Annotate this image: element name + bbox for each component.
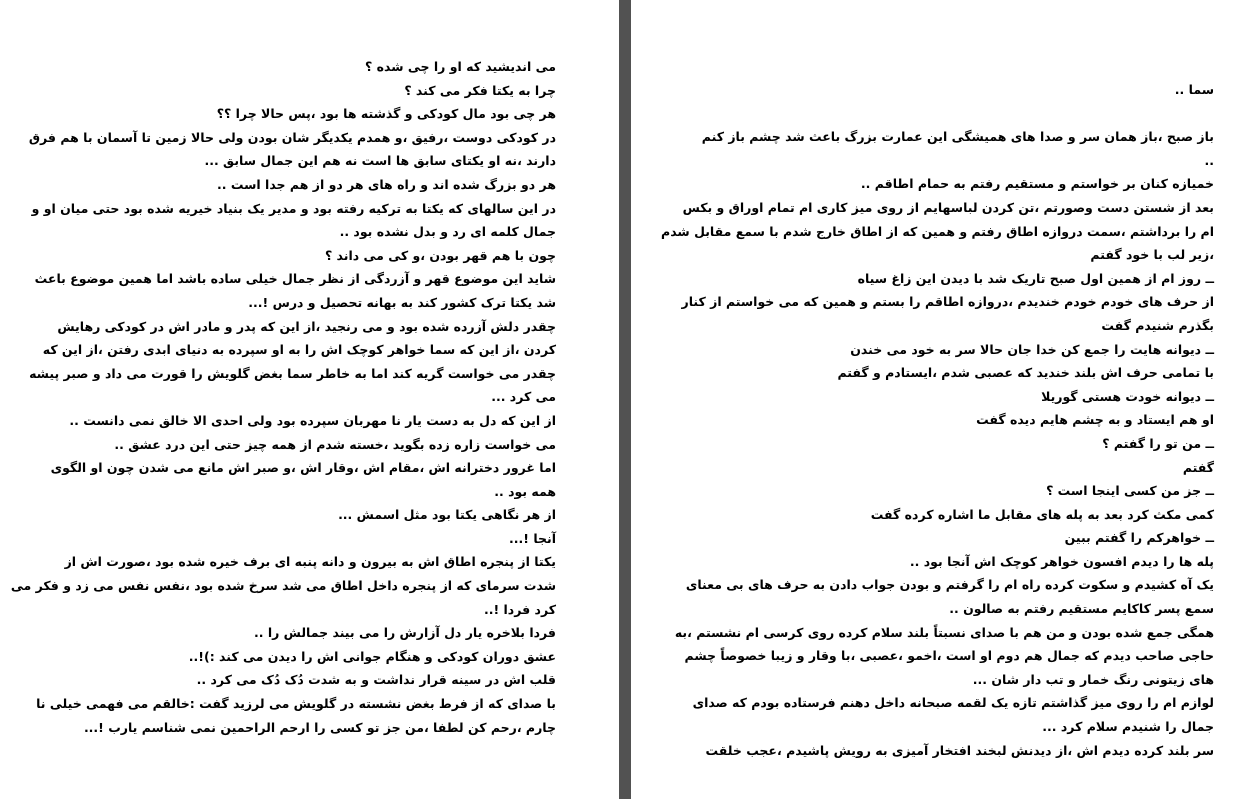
text-line: همه بود ..: [494, 483, 556, 499]
text-line: گفتم: [1182, 459, 1214, 475]
text-line: چرا به یکتا فکر می کند ؟: [404, 82, 556, 98]
text-line: او هم ایستاد و به چشم هایم دیده گفت: [976, 412, 1214, 428]
text-line: یک آه کشیدم و سکوت کرده راه ام را گرفتم و بودن جواب دادن به حرف های بی معنای: [685, 577, 1214, 593]
text-line: لوازم ام را روی میز گذاشتم تازه یک لقمه صبحانه داخل دهنم فرستاده بودم که صدای: [692, 695, 1214, 711]
text-line: می خواست زاره زده بگوید ،خسته شدم از همه چیز حتی این درد عشق ..: [114, 436, 556, 452]
text-line: هر چی بود مال کودکی و گذشته ها بود ،پس حالا چرا ؟؟: [216, 106, 556, 122]
text-line: ــ جز من کسی اینجا است ؟: [1046, 483, 1214, 499]
text-line: ــ خواهرکم را گفتم ببین: [1064, 530, 1214, 546]
text-line: با تمامی حرف اش بلند خندید که عصبی شدم ،ایستادم و گفتم: [837, 365, 1214, 381]
left-page-text: [10, 55, 556, 739]
text-line: می کرد ...: [491, 389, 556, 405]
text-line: آنجا !...: [509, 530, 556, 546]
left-page: [0, 0, 619, 799]
text-line: حاجی صاحب دیدم که جمال هم دوم او است ،اخمو ،عصبی ،با وقار و زیبا خصوصاً چشم: [684, 648, 1214, 664]
text-line: یکتا از پنجره اطاق اش به بیرون و دانه پنبه ای برف خیره شده بود ،صورت اش از: [64, 554, 556, 570]
text-line: ــ روز ام از همین اول صبح تاریک شد با دیدن این زاغ سیاه: [857, 270, 1214, 286]
text-line: هر دو بزرگ شده اند و راه های هر دو از هم جدا است ..: [217, 176, 556, 192]
text-line: با صدای که از فرط بغض نشسته در گلویش می لرزید گفت :خالقم می فهمی خیلی نا: [36, 696, 556, 712]
text-line: ــ دیوانه خودت هستی گوریلا: [1041, 388, 1214, 404]
text-line: کرد فردا !..: [483, 601, 556, 617]
right-page-lines: [661, 125, 1214, 762]
text-line: جمال را شنیدم سلام کرد ...: [1042, 719, 1214, 735]
text-line: باز صبح ،باز همان سر و صدا های همیشگی این عمارت بزرگ باعث شد چشم باز کنم: [701, 129, 1214, 145]
page-gutter: [619, 0, 631, 799]
text-line: کمی مکث کرد بعد به پله های مقابل ما اشاره کرده گفت: [870, 506, 1214, 522]
text-line: اما غرور دخترانه اش ،مقام اش ،وقار اش ،و صبر اش مانع می شدن چون او الگوی: [50, 460, 556, 476]
text-line: بعد از شستن دست وصورتم ،تن کردن لباسهایم از روی میز کاری ام تمام اوراق و بکس: [682, 199, 1214, 215]
text-line: در این سالهای که یکتا به ترکیه رفته بود و مدیر یک بنیاد خیریه شده بود حتی میان او و: [31, 200, 556, 216]
text-line: چقدر می خواست گریه کند اما به خاطر سما بغض گلویش را قورت می داد و صبر پیشه: [29, 365, 556, 381]
text-line: شد یکتا ترک کشور کند به بهانه تحصیل و درس !...: [248, 294, 556, 310]
text-line: از هر نگاهی یکتا بود مثل اسمش ...: [338, 507, 556, 523]
text-line: در کودکی دوست ،رفیق ،و همدم یکدیگر شان بودن ولی حالا زمین تا آسمان با هم فرق: [28, 129, 556, 145]
text-line: ــ دیوانه هایت را جمع کن خدا جان حالا سر به خود می خندن: [850, 341, 1214, 357]
text-line: از این که دل به دست یار نا مهربان سپرده بود ولی احدی الا خالق نمی دانست ..: [69, 412, 556, 428]
text-line: سر بلند کرده دیدم اش ،از دیدنش لبخند افتخار آمیزی به رویش پاشیدم ،عجب خلقت: [705, 742, 1214, 758]
text-line: قلب اش در سینه قرار نداشت و به شدت دُک دُک می کرد ..: [196, 672, 556, 688]
text-line: همگی جمع شده بودن و من هم با صدای نسبتاً بلند سلام کرده روی کرسی ام نشستم ،به: [674, 624, 1214, 640]
text-line: خمیازه کنان بر خواستم و مستقیم رفتم به حمام اطاقم ..: [860, 176, 1214, 192]
text-line: دارند ،نه او یکتای سابق ها است نه هم این جمال سابق ...: [204, 153, 556, 169]
chapter-heading: سما ..: [1174, 82, 1214, 97]
text-line: شدت سرمای که از پنجره داخل اطاق می شد سرخ شده بود ،نفس نفس می زد و فکر می: [10, 578, 556, 594]
text-line: سمع پسر کاکایم مستقیم رفتم به صالون ..: [949, 601, 1214, 617]
text-line: ام را برداشتم ،سمت دروازه اطاق رفتم و همین که از اطاق خارج شدم با سمع مقابل شدم: [661, 223, 1214, 239]
text-line: ــ من تو را گفتم ؟: [1102, 435, 1214, 451]
text-line: جمال کلمه ای رد و بدل نشده بود ..: [339, 224, 556, 240]
right-page: [631, 0, 1240, 799]
text-line: پله ها را دیدم افسون خواهر کوچک اش آنجا بود ..: [909, 553, 1214, 569]
text-line: می اندیشید که او را چی شده ؟: [365, 59, 556, 74]
text-line: بگذرم شنیدم گفت: [1101, 317, 1214, 333]
text-line: شاید این موضوع قهر و آزردگی از نظر جمال خیلی ساده باشد اما همین موضوع باعث: [34, 271, 556, 287]
text-line: ..: [1204, 152, 1214, 168]
text-line: چقدر دلش آزرده شده بود و می رنجید ،از این که پدر و مادر اش در کودکی رهایش: [57, 318, 556, 334]
text-line: چون با هم قهر بودن ،و کی می داند ؟: [324, 247, 556, 263]
text-line: از حرف های خودم خودم خندیدم ،دروازه اطاقم را بستم و همین که می خواستم از کنار: [681, 294, 1214, 310]
heading-spacer: [694, 102, 1214, 126]
text-line: عشق دوران کودکی و هنگام جوانی اش را دیدن می کند :)!..: [188, 648, 556, 664]
text-line: های زیتونی رنگ خمار و تب دار شان ...: [972, 671, 1214, 687]
right-page-text: [661, 78, 1214, 762]
text-line: کردن ،از این که سما خواهر کوچک اش را به او سپرده به دنیای ابدی رفتن ،از این که: [42, 342, 556, 358]
text-line: فردا بلاخره یار دل آزارش را می بیند جمالش را ..: [254, 625, 556, 641]
text-line: چارم ،رحم کن لطفا ،من جز تو کسی را ارحم الراحمین نمی شناسم یارب !...: [83, 719, 556, 735]
text-line: ،زیر لب با خود گفتم: [1090, 247, 1214, 263]
